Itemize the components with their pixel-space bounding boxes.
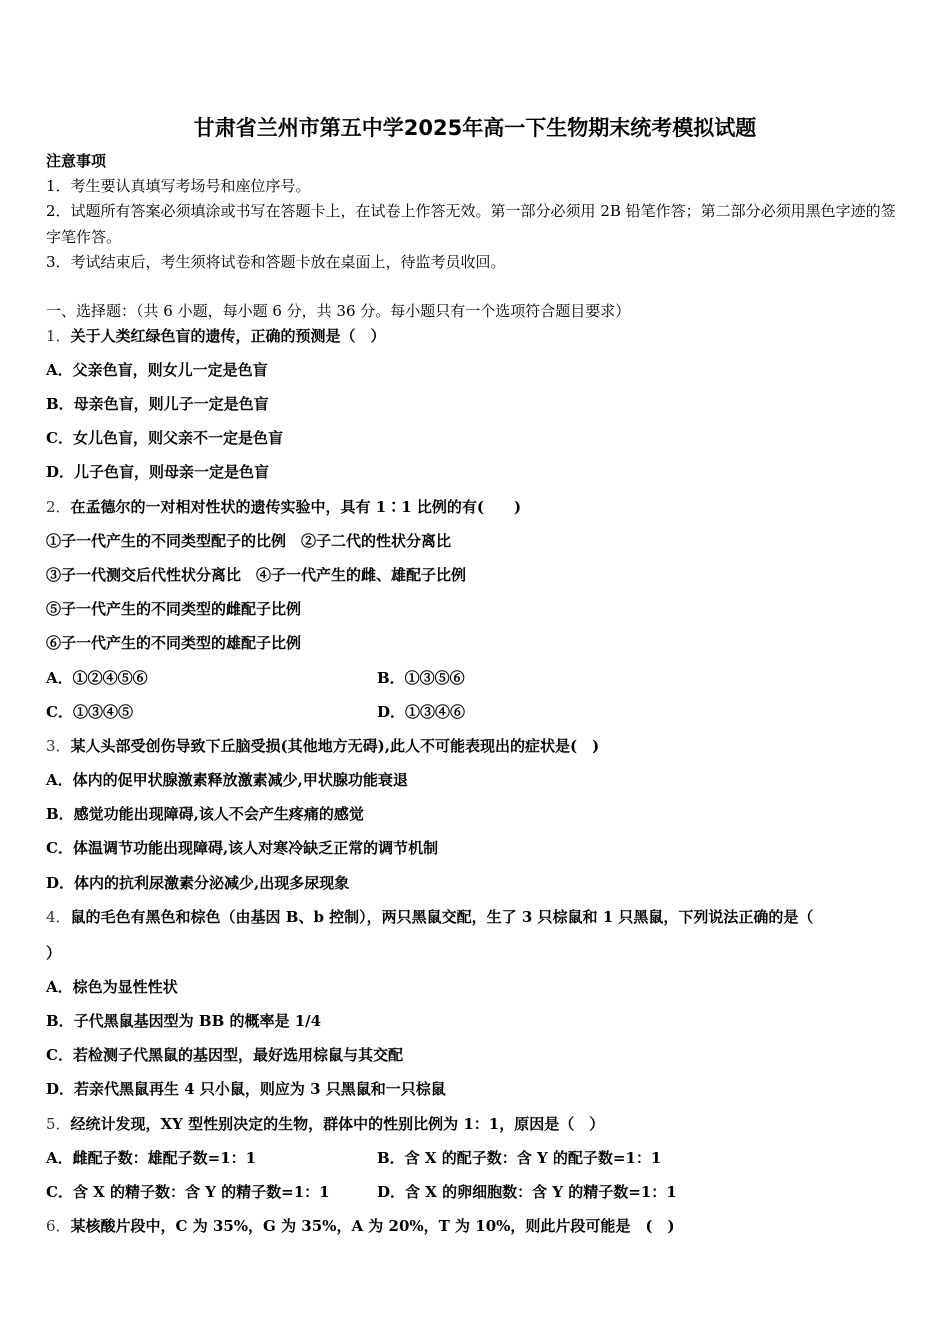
- option-d: D．①③④⑥: [377, 703, 466, 721]
- question-stem: 鼠的毛色有黑色和棕色（由基因 B、b 控制），两只黑鼠交配，生了 3 只棕鼠和 1 只黑鼠，下列说法正确的是（: [70, 908, 814, 926]
- statement-item: ⑤子一代产生的不同类型的雌配子比例: [46, 600, 302, 618]
- option-a: A．①②④⑤⑥: [46, 669, 148, 687]
- statement-item: ①子一代产生的不同类型配子的比例 ②子二代的性状分离比: [46, 532, 452, 550]
- option-a: A．雌配子数：雄配子数=1：1: [46, 1149, 257, 1167]
- question-stem: 经统计发现，XY 型性别决定的生物，群体中的性别比例为 1：1，原因是（ ）: [70, 1115, 605, 1133]
- question-1: [46, 326, 386, 346]
- option-c: C．含 X 的精子数：含 Y 的精子数=1：1: [46, 1183, 330, 1201]
- question-stem-continuation: ）: [46, 944, 62, 962]
- option-c: C．女儿色盲，则父亲不一定是色盲: [46, 429, 283, 447]
- notice-heading: 注意事项: [46, 152, 107, 170]
- option-a: A．棕色为显性性状: [46, 978, 178, 996]
- question-number: 2．: [46, 498, 71, 516]
- option-b: B．子代黑鼠基因型为 BB 的概率是 1/4: [46, 1012, 322, 1030]
- question-stem: 某人头部受创伤导致下丘脑受损(其他地方无碍),此人不可能表现出的症状是( ): [70, 737, 600, 755]
- option-b: B．感觉功能出现障碍,该人不会产生疼痛的感觉: [46, 805, 364, 823]
- option-c: C．体温调节功能出现障碍,该人对寒冷缺乏正常的调节机制: [46, 839, 439, 857]
- question-2: [46, 497, 521, 517]
- option-d: D．体内的抗利尿激素分泌减少,出现多尿现象: [46, 874, 350, 892]
- question-stem: 某核酸片段中，C 为 35%，G 为 35%，A 为 20%，T 为 10%，则此片段可能是 ( ): [70, 1217, 675, 1235]
- statement-item: ③子一代测交后代性状分离比 ④子一代产生的雌、雄配子比例: [46, 566, 467, 584]
- question-6: [46, 1216, 675, 1236]
- question-4: [46, 907, 813, 927]
- option-d: D．含 X 的卵细胞数：含 Y 的精子数=1：1: [377, 1183, 677, 1201]
- option-a: A．体内的促甲状腺激素释放激素减少,甲状腺功能衰退: [46, 771, 408, 789]
- question-number: 5．: [46, 1115, 71, 1133]
- option-a: A．父亲色盲，则女儿一定是色盲: [46, 361, 268, 379]
- question-stem: 在孟德尔的一对相对性状的遗传实验中，具有 1∶1 比例的有( ): [70, 498, 522, 516]
- option-b: B．母亲色盲，则儿子一定是色盲: [46, 395, 269, 413]
- question-number: 6．: [46, 1217, 71, 1235]
- statement-item: ⑥子一代产生的不同类型的雄配子比例: [46, 634, 302, 652]
- question-stem: 关于人类红绿色盲的遗传，正确的预测是（ ）: [70, 327, 386, 345]
- option-d: D．若亲代黑鼠再生 4 只小鼠，则应为 3 只黑鼠和一只棕鼠: [46, 1080, 446, 1098]
- question-3: [46, 736, 599, 756]
- question-number: 4．: [46, 908, 71, 926]
- question-5: [46, 1114, 604, 1134]
- question-number: 1．: [46, 327, 71, 345]
- option-d: D．儿子色盲，则母亲一定是色盲: [46, 463, 270, 481]
- option-c: C．①③④⑤: [46, 703, 133, 721]
- option-b: B．含 X 的配子数：含 Y 的配子数=1：1: [377, 1149, 662, 1167]
- question-number: 3．: [46, 737, 71, 755]
- notice-item: 1．考生要认真填写考场号和座位序号。: [46, 177, 311, 195]
- option-c: C．若检测子代黑鼠的基因型，最好选用棕鼠与其交配: [46, 1046, 403, 1064]
- notice-item: 3．考试结束后，考生须将试卷和答题卡放在桌面上，待监考员收回。: [46, 253, 506, 271]
- section-heading: 一、选择题：（共 6 小题，每小题 6 分，共 36 分。每小题只有一个选项符合题目要求）: [46, 302, 631, 320]
- page-title: 甘肃省兰州市第五中学2025年高一下生物期末统考模拟试题: [193, 116, 757, 140]
- option-b: B．①③⑤⑥: [377, 669, 465, 687]
- notice-item: 2．试题所有答案必须填涂或书写在答题卡上，在试卷上作答无效。第一部分必须用 2B 铅笔作答；第二部分必须用黑色字迹的签字笔作答。: [46, 202, 896, 246]
